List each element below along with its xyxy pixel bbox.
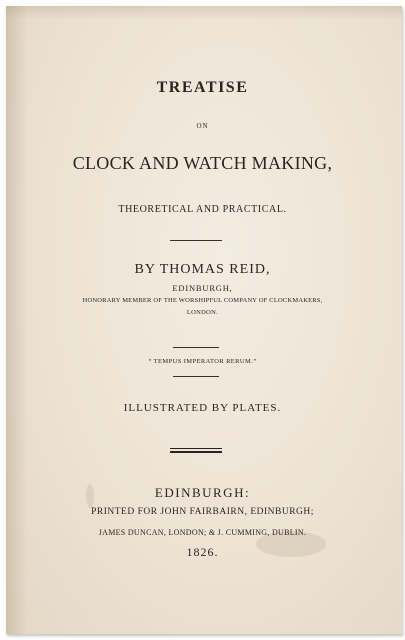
publication-year: 1826. bbox=[186, 545, 219, 559]
illustration-note: ILLUSTRATED BY PLATES. bbox=[123, 402, 282, 414]
divider-rule bbox=[173, 347, 219, 348]
printer-line: PRINTED FOR JOHN FAIRBAIRN, EDINBURGH; bbox=[91, 507, 314, 517]
divider-rule bbox=[173, 376, 219, 377]
book-main-title: CLOCK AND WATCH MAKING, bbox=[72, 153, 333, 173]
divider-rule bbox=[170, 240, 222, 241]
author-name: BY THOMAS REID, bbox=[134, 262, 271, 277]
author-affiliation-city: LONDON. bbox=[186, 309, 219, 316]
double-divider-rule bbox=[170, 448, 222, 449]
author-affiliation: HONORARY MEMBER OF THE WORSHIPFUL COMPANY OF CLOCKMAKERS, bbox=[82, 297, 323, 304]
sellers-line: JAMES DUNCAN, LONDON; & J. CUMMING, DUBLIN. bbox=[98, 528, 307, 537]
paper-sheet bbox=[6, 6, 402, 634]
epigraph-motto: “ TEMPUS IMPERATOR RERUM.” bbox=[148, 358, 257, 365]
title-connector: ON bbox=[196, 122, 209, 130]
author-city: EDINBURGH, bbox=[172, 283, 233, 293]
book-title: TREATISE bbox=[156, 79, 249, 96]
publication-place: EDINBURGH: bbox=[154, 485, 251, 500]
double-divider-rule bbox=[170, 451, 222, 453]
book-subtitle: THEORETICAL AND PRACTICAL. bbox=[118, 204, 287, 215]
